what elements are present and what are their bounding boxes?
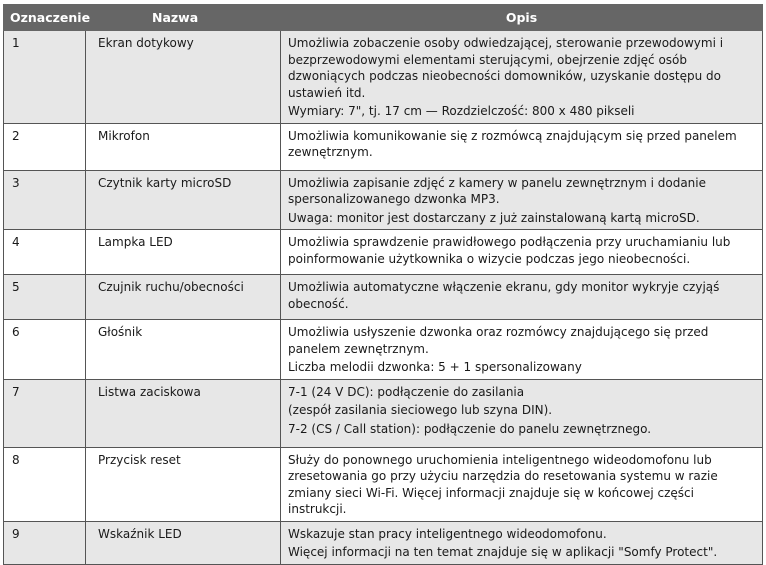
row-number: 6 <box>4 320 86 380</box>
component-description <box>281 230 763 275</box>
table-row <box>4 521 763 564</box>
component-description <box>281 31 763 124</box>
description-paragraph: Wymiary: 7", tj. 17 cm — Rozdzielczość: 800 x 480 pikseli <box>288 104 635 118</box>
component-description <box>281 379 763 447</box>
row-number: 3 <box>4 170 86 230</box>
row-number: 8 <box>4 447 86 521</box>
component-name: Czytnik karty microSD <box>86 170 281 230</box>
row-number: 9 <box>4 521 86 564</box>
component-description <box>281 170 763 230</box>
component-name: Przycisk reset <box>86 447 281 521</box>
table-row <box>4 230 763 275</box>
table-row <box>4 123 763 170</box>
table-row <box>4 275 763 320</box>
description-paragraph: Umożliwia komunikowanie się z rozmówcą znajdującym się przed panelem zewnętrznym. <box>288 128 737 159</box>
table-row <box>4 170 763 230</box>
row-number: 4 <box>4 230 86 275</box>
component-description <box>281 275 763 320</box>
description-paragraph: Służy do ponownego uruchomienia inteligentnego wideodomofonu lub zresetowania go przy użyciu narzędzia do resetowania systemu w razie zmiany sieci Wi-Fi. Więcej informacji znajduje się w końcowej części instrukcji. <box>288 452 718 516</box>
component-name: Lampka LED <box>86 230 281 275</box>
description-paragraph: Umożliwia sprawdzenie prawidłowego podłączenia przy uruchamianiu lub poinformowanie użytkownika o wizycie podczas jego nieobecności. <box>288 235 731 266</box>
table-row <box>4 31 763 124</box>
component-name: Listwa zaciskowa <box>86 379 281 447</box>
description-paragraph: 7-1 (24 V DC): podłączenie do zasilania <box>288 384 525 399</box>
component-description <box>281 521 763 564</box>
component-name: Głośnik <box>86 320 281 380</box>
component-name: Wskaźnik LED <box>86 521 281 564</box>
description-paragraph: Uwaga: monitor jest dostarczany z już zainstalowaną kartą microSD. <box>288 210 700 225</box>
description-paragraph: 7-2 (CS / Call station): podłączenie do panelu zewnętrznego. <box>288 421 652 436</box>
row-number: 2 <box>4 123 86 170</box>
component-description <box>281 320 763 380</box>
component-name: Mikrofon <box>86 123 281 170</box>
header-opis: Opis <box>281 5 763 31</box>
description-paragraph: Umożliwia zapisanie zdjęć z kamery w panelu zewnętrznym i dodanie spersonalizowanego dzwonka MP3. <box>288 175 706 206</box>
table-header-row <box>4 5 763 31</box>
component-description <box>281 447 763 521</box>
component-name: Ekran dotykowy <box>86 31 281 124</box>
description-paragraph: Wskazuje stan pracy inteligentnego wideodomofonu. <box>288 526 607 541</box>
row-number: 1 <box>4 31 86 124</box>
description-paragraph: Umożliwia zobaczenie osoby odwiedzającej, sterowanie przewodowymi i bezprzewodowymi elementami sterującymi, obejrzenie zdjęć osób dzwoniących podczas nieobecności domowników, uzyskanie dostępu do ustawień itd. <box>288 36 724 100</box>
row-number: 7 <box>4 379 86 447</box>
component-name: Czujnik ruchu/obecności <box>86 275 281 320</box>
description-paragraph: (zespół zasilania sieciowego lub szyna DIN). <box>288 403 553 417</box>
description-paragraph: Więcej informacji na ten temat znajduje się w aplikacji "Somfy Protect". <box>288 545 718 559</box>
component-description <box>281 123 763 170</box>
header-nazwa: Nazwa <box>86 5 281 31</box>
description-paragraph: Umożliwia automatyczne włączenie ekranu, gdy monitor wykryje czyjąś obecność. <box>288 280 720 311</box>
table-row <box>4 379 763 447</box>
components-table <box>3 4 763 565</box>
table-row <box>4 447 763 521</box>
table-row <box>4 320 763 380</box>
row-number: 5 <box>4 275 86 320</box>
description-paragraph: Liczba melodii dzwonka: 5 + 1 spersonalizowany <box>288 360 582 374</box>
description-paragraph: Umożliwia usłyszenie dzwonka oraz rozmówcy znajdującego się przed panelem zewnętrznym. <box>288 325 709 356</box>
header-oznaczenie: Oznaczenie <box>4 5 86 31</box>
